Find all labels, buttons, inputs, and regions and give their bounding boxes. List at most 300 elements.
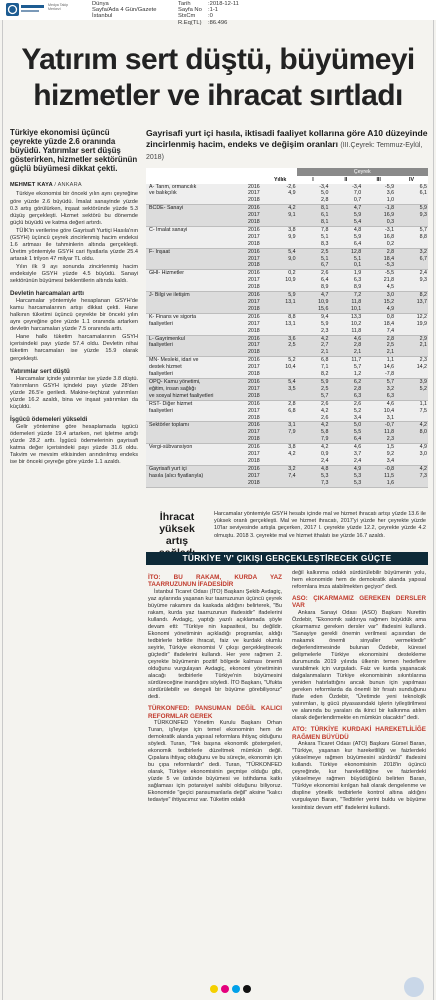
table-cell [395,393,428,400]
subheading: İşgücü ödemeleri yükseldi [10,415,88,423]
table-cell: 4,8 [297,465,330,472]
table-row [146,480,428,487]
table-cell: -7,8 [362,371,395,378]
registration-dot [210,985,218,993]
row-year: 2016 [239,313,264,320]
column-header: IV [395,176,428,184]
table-cell [264,436,297,443]
row-year: 2017 [239,386,264,393]
table-row [146,386,428,393]
table-cell: 6,8 [264,408,297,415]
table-cell: 7,4 [264,473,297,480]
body-paragraph: Harcamalar yöntemiyle hesaplanan GSYH'de kamu harcamalarının artışı dikkat çekti. Hane halkının tüketimi üçüncü çeyrekte bir önceki yılın aynı çeyreğine göre yüzde 1.1 oranında artarken devletin harcamaları yüzde 7.5 oranında arttı. [10,298,138,333]
table-cell: 10,9 [297,299,330,306]
row-year: 2017 [239,429,264,436]
table-cell: 8,3 [297,241,330,248]
publication-name: Dünya [92,1,109,7]
row-label: RST- Diğer hizmet [146,400,239,407]
table-cell [395,262,428,269]
table-cell: 2,5 [362,342,395,349]
row-label [146,451,239,458]
row-year: 2017 [239,190,264,197]
row-label: faaliyetleri [146,408,239,415]
table-cell: 4,7 [329,205,362,212]
row-year: 2016 [239,226,264,233]
table-cell: 5,2 [395,386,428,393]
table-cell [395,219,428,226]
table-cell: 5,3 [329,473,362,480]
publication-info [92,1,156,20]
table-cell: 14,2 [395,364,428,371]
row-year: 2017 [239,256,264,263]
table-cell: 0,2 [264,270,297,277]
row-label: J- Bilgi ve iletişim [146,292,239,299]
table-cell: 3,2 [264,465,297,472]
row-label: ve sosyal hizmet faaliyetleri [146,393,239,400]
row-year: 2016 [239,444,264,451]
row-label: L- Gayrimenkul [146,335,239,342]
meta-label: StxCm [178,13,196,20]
table-row [146,335,428,342]
table-cell [264,371,297,378]
row-label [146,480,239,487]
table-cell: 8,2 [297,371,330,378]
reaction-heading [148,574,282,589]
row-year: 2018 [239,328,264,335]
column-header: Yıllık [264,176,297,184]
article-body [10,191,138,466]
table-cell: 6,8 [297,357,330,364]
row-year: 2016 [239,270,264,277]
byline-location: ANKARA [57,182,82,189]
reaction-heading [148,705,282,720]
table-cell [395,197,428,204]
table-cell: 4,2 [264,451,297,458]
table-cell: 0,8 [362,313,395,320]
table-cell: 3,6 [264,335,297,342]
table-cell: 6,3 [329,393,362,400]
table-cell: 4,2 [297,422,330,429]
table-cell: 2,1 [297,349,330,356]
table-cell: 1,1 [395,400,428,407]
table-cell [395,284,428,291]
table-cell: 4,6 [362,400,395,407]
table-cell: 12,8 [329,248,362,255]
table-cell: -2,6 [264,184,297,191]
table-cell [264,284,297,291]
table-cell: 19,9 [395,321,428,328]
table-cell: 3,0 [395,451,428,458]
watermark-seal-icon [404,977,424,997]
row-year: 2017 [239,234,264,241]
row-year: 2016 [239,248,264,255]
table-cell: 9,0 [264,256,297,263]
column-header: II [329,176,362,184]
row-year: 2018 [239,306,264,313]
row-year: 2017 [239,364,264,371]
row-year: 2018 [239,480,264,487]
table-cell: 8,0 [395,429,428,436]
row-label: OPQ- Kamu yönetimi, [146,378,239,385]
table-row [146,328,428,335]
row-label [146,306,239,313]
table-cell [264,197,297,204]
table-cell: 11,8 [362,429,395,436]
row-label: A- Tarım, ormancılık [146,184,239,191]
table-cell [395,480,428,487]
table-note: (III.Çeyrek: Temmuz-Eylül, 2018) [146,141,423,161]
table-cell: 2,8 [329,386,362,393]
table-cell [395,415,428,422]
table-row [146,349,428,356]
table-cell: 2,6 [329,400,362,407]
reaction-heading-text: ATO: TÜRKİYE KURDAKİ HAREKETLİLİĞE RAĞMEN BÜYÜDÜ [292,726,426,741]
reactions-column-a [148,570,282,805]
export-heading-line: yüksek [159,523,195,535]
table-cell: 2,1 [329,349,362,356]
table-cell: 9,4 [297,313,330,320]
row-label: K- Finans ve sigorta [146,313,239,320]
table-row [146,465,428,472]
row-year: 2017 [239,212,264,219]
logo-caption: Medya Takip Merkezi [48,3,69,12]
reaction-text: değil kalkınma odaklı sürdürülebilir büyümenin yolu, hem ekonomide hem de demokratik alanda yapısal reformlara imza atabilmekten geçiyor" dedi. [292,570,426,591]
table-cell: 5,0 [329,422,362,429]
row-year: 2018 [239,371,264,378]
table-row [146,429,428,436]
table-row [146,205,428,212]
table-cell: 2,4 [395,270,428,277]
table-cell: 1,9 [329,270,362,277]
table-cell: 1,6 [362,480,395,487]
table-cell: 7,8 [297,226,330,233]
table-row [146,321,428,328]
table-cell: 1,1 [362,357,395,364]
meta-label: Tarih [178,1,191,7]
table-cell: 7,3 [297,480,330,487]
table-row [146,197,428,204]
table-cell: 5,3 [297,473,330,480]
table-cell: 2,4 [297,458,330,465]
table-cell [395,371,428,378]
table-cell: 5,1 [297,256,330,263]
table-cell: 10,4 [362,408,395,415]
body-paragraph: Gelir yöntemine göre hesaplamada işgücü ödemeleri yüzde 19.4 artarken, net işletme artığı yüzde 28.2 arttı. İşgücü ödemelerinin gayrisafi katma değer içerisindeki payı yüzde 31.6 oldu. Takvim ve mevsim etkisinden arındırılmış endeks ise bir önceki çeyreğe göre yüzde 1.1 azaldı. [10,423,138,466]
table-cell: 11,5 [362,473,395,480]
row-year: 2017 [239,299,264,306]
row-label [146,234,239,241]
table-cell: 7,0 [329,190,362,197]
table-cell [395,349,428,356]
row-label: faaliyetleri [146,371,239,378]
table-cell: 12,2 [395,313,428,320]
row-label [146,262,239,269]
table-group-header: Çeyrek [297,168,428,176]
table-cell: 16,8 [362,234,395,241]
table-cell: 2,3 [395,357,428,364]
reaction-text: İstanbul Ticaret Odası (İTO) Başkanı Şekib Avdagiç, yaz aylarında yaşanan kur taarruzunun üçüncü çeyrek büyüme rakamını da kaskada aldığını belirterek, "Bu rakam, kurda yaz taarruzunun ifadesidir" ifadelerini kullandı. Avdagiç, yaptığı yazılı açıklamada şöyle devam etti: "Türkiye nin kapasitesi, bu değildir. Ekonomi yönetiminin açıkladığı programlar, aldığı tedbirlerle birlikte ihracat, faiz ve kurdaki olumlu seyirle, Türkiye ekonomisi V çıkışı gerçekleştirecek güçtedir" ifadelerini kullandı. Her yere rağmen 2. çeyrekte büyümenin pozitif bölgede kalması önemli olduğunu vurgulayan Avdagiç, ekonomi yönetiminin alacağı tedbirlerle Türkiye'nin büyümesini sürdüreceğine inandığını söyledi. İTO Başkanı, "Ufukta sürdürülebilir ve dengeli bir büyüme görebiliyoruz" dedi. [148,588,282,701]
table-row [146,219,428,226]
table-cell: 5,4 [264,378,297,385]
table-cell: 4,9 [329,465,362,472]
table-cell [395,458,428,465]
table-cell: 5,9 [395,205,428,212]
table-cell: 2,8 [264,400,297,407]
table-cell: 21,8 [362,277,395,284]
reaction-heading [292,595,426,610]
table-cell: 5,2 [329,408,362,415]
row-year: 2017 [239,342,264,349]
row-label: ve balıkçılık [146,190,239,197]
article-lede: Türkiye ekonomisi üçüncü çeyrekte yüzde 2.6 oranında büyüdü. Yatırımlar sert düşüş gösterirken, hizmetler sektörünün güçlü büyümesi dikkat çekti. [10,128,138,174]
row-label: MN- Mesleki, idari ve [146,357,239,364]
body-paragraph: TÜİK'in verilerine göre Gayrisafi Yurtiçi Hasıla'nın (GSYH) üçüncü çeyrek zincirlenmiş hacim endeksi 1.6 artması ile tahminlerin altında gerçekleşti. Üretim yöntemiyle GSYH cari fiyatlarla yüzde 25.4 artarak 1 trilyon 47 milyar TL oldu. [10,227,138,262]
row-year: 2016 [239,184,264,191]
row-label: destek hizmet [146,364,239,371]
table-cell: 0,9 [297,451,330,458]
table-cell: 3,8 [264,444,297,451]
table-cell: 5,1 [297,234,330,241]
clipping-header [0,0,436,26]
table-cell [395,241,428,248]
table-cell: 2,5 [297,248,330,255]
table-cell: 13,1 [264,321,297,328]
table-cell: 5,4 [329,219,362,226]
table-row [146,292,428,299]
table-cell: -5,5 [362,270,395,277]
registration-dot [243,985,251,993]
table-row [146,451,428,458]
table-row [146,436,428,443]
row-year: 2016 [239,400,264,407]
row-year: 2016 [239,465,264,472]
table-cell: 2,9 [395,335,428,342]
row-year: 2016 [239,422,264,429]
gdp-table-panel [146,128,428,488]
table-row [146,226,428,233]
table-cell: 9,1 [264,212,297,219]
row-label: Vergi-sübvansiyon [146,444,239,451]
table-row [146,415,428,422]
row-label [146,197,239,204]
table-row [146,364,428,371]
table-row [146,408,428,415]
table-cell: 2,8 [362,335,395,342]
table-cell: 2,4 [329,458,362,465]
table-cell: 11,8 [329,299,362,306]
table-cell: 5,8 [297,429,330,436]
table-cell: 6,7 [395,256,428,263]
row-label: BCDE- Sanayi [146,205,239,212]
table-cell: 10,9 [264,277,297,284]
row-label [146,241,239,248]
table-cell: 9,3 [395,212,428,219]
meta-value: :86.496 [208,19,228,26]
table-cell: 7,3 [395,473,428,480]
table-cell: 3,4 [329,415,362,422]
table-cell: 4,2 [264,205,297,212]
table-cell: 4,9 [362,306,395,313]
table-row [146,299,428,306]
subheading: Devletin harcamaları arttı [10,290,84,298]
table-title-text: Gayrisafi yurt içi hasıla, iktisadi faaliyet kollarına göre A10 düzeyinde zincirlenmiş hacim, endeks ve değişim oranları [146,128,428,149]
table-cell: 6,1 [395,190,428,197]
table-cell: 15,2 [362,299,395,306]
table-cell: 2,6 [297,270,330,277]
body-paragraph: Harcamalar içinde yatırımlar ise yüzde 3.8 düştü. Yatırımların GSYH içindeki payı yüzde 28'den yüzde 26.5'e geriledi. Makine-teçhizat yatırımları yüzde 16.2 azaldı, bina ve inşaat yatırımları da küçüldü. [10,375,138,410]
table-title [146,128,428,164]
table-cell: 3,7 [329,451,362,458]
table-cell: 16,9 [362,212,395,219]
table-cell: 3,9 [395,378,428,385]
table-cell: 18,4 [362,321,395,328]
table-cell: 1,2 [329,371,362,378]
article-headline [8,42,428,114]
table-cell: 2,5 [297,386,330,393]
table-cell: 3,5 [264,386,297,393]
row-label: faaliyetleri [146,321,239,328]
section-banner: TÜRKİYE 'V' ÇIKIŞI GERÇEKLEŞTİRECEK GÜÇTE [146,552,428,565]
table-cell: 11,8 [329,328,362,335]
table-row [146,378,428,385]
table-cell: 5,1 [329,256,362,263]
row-year: 2018 [239,284,264,291]
table-row [146,241,428,248]
table-row [146,306,428,313]
table-cell: 5,7 [297,393,330,400]
row-label: GHI- Hizmetler [146,270,239,277]
table-cell: 13,7 [395,299,428,306]
row-year: 2016 [239,292,264,299]
table-cell: 11,7 [329,357,362,364]
table-cell: 8,1 [297,219,330,226]
table-cell: 5,4 [264,248,297,255]
table-cell: 4,2 [297,444,330,451]
table-cell: 3,6 [362,190,395,197]
table-cell: 8,8 [395,234,428,241]
table-cell: 5,9 [264,292,297,299]
row-year: 2017 [239,451,264,458]
table-cell: -1,8 [362,205,395,212]
table-cell: 6,2 [329,378,362,385]
table-cell: 2,7 [297,342,330,349]
row-label [146,458,239,465]
table-row [146,262,428,269]
table-cell: 2,8 [362,248,395,255]
row-label [146,277,239,284]
table-cell: 5,7 [362,378,395,385]
table-cell: 4,5 [362,284,395,291]
meta-value: :1-1 [208,7,218,14]
table-cell: 8,1 [297,205,330,212]
crop-line-right [433,0,434,1000]
table-cell: 0,3 [362,219,395,226]
reaction-heading-text: ASO: ÇIKARMAMIZ GEREKEN DERSLER VAR [292,595,426,610]
reaction-heading-text: İTO: BU RAKAM, KURDA YAZ TAARRUZUNUN İFADESİDİR [148,574,282,589]
row-label: hasıla (alıcı fiyatlarıyla) [146,473,239,480]
table-cell [264,306,297,313]
table-row [146,190,428,197]
table-cell: 2,3 [297,328,330,335]
table-cell: 9,3 [395,277,428,284]
row-year: 2018 [239,262,264,269]
table-cell: 5,9 [329,212,362,219]
column-header: III [362,176,395,184]
table-cell [264,262,297,269]
table-cell: 7,4 [362,328,395,335]
row-year: 2018 [239,458,264,465]
table-cell: 2,5 [264,342,297,349]
gdp-growth-table [146,168,428,488]
row-label: F- İnşaat [146,248,239,255]
row-label [146,256,239,263]
byline: MEHMET KAYA / ANKARA [10,182,82,189]
row-label: Gayrisafi yurt içi [146,465,239,472]
table-cell: 4,6 [329,335,362,342]
row-year: 2018 [239,197,264,204]
table-cell [395,436,428,443]
media-monitoring-logo [6,2,46,17]
table-cell: 0,2 [362,241,395,248]
export-text: Harcamalar yöntemiyle GSYH hesabı içinde mal ve hizmet ihracatı artışı yüzde 13.6 ile yüksek oranlı gerçekleşti. Mal ve hizmet ihracatı, 2017'yi yüzde her çeyrekte yüzde 10'lar seviyesinde artışla geçerken, 2017 I. çeyrekte yüzde 12.2, çeyrekte yüzde 4.2 olmuştu. 2018 3. çeyrekte mal ve hizmet ithalatı ise yüzde 16.7 azaldı. [214,511,426,539]
row-year: 2018 [239,415,264,422]
table-cell: 9,9 [264,234,297,241]
row-year: 2018 [239,393,264,400]
table-row [146,400,428,407]
row-label [146,299,239,306]
table-cell [264,458,297,465]
meta-value: :2018-12-11 [208,1,239,7]
table-cell: 0,7 [329,197,362,204]
table-cell: 7,1 [297,364,330,371]
table-cell [264,349,297,356]
reaction-heading [292,726,426,741]
table-cell: 13,1 [264,299,297,306]
table-cell: 1,5 [362,444,395,451]
table-cell: 18,4 [362,256,395,263]
table-cell: 4,2 [395,465,428,472]
row-year: 2018 [239,241,264,248]
table-cell: 7,9 [264,429,297,436]
table-row [146,212,428,219]
row-year: 2018 [239,219,264,226]
reaction-heading-text: TÜRKONFED: PANSUMAN DEĞİL KALICI REFORMLAR GEREK [148,705,282,720]
table-cell: 6,7 [297,262,330,269]
table-cell: 3,1 [362,415,395,422]
table-cell: 10,1 [329,306,362,313]
meta-label: Sayfa No [178,7,202,14]
registration-dot [221,985,229,993]
table-cell: 4,8 [329,226,362,233]
table-cell [264,415,297,422]
table-row [146,393,428,400]
table-cell: 6,3 [329,277,362,284]
table-cell: -3,1 [362,226,395,233]
headline-line-1: Yatırım sert düştü, büyümeyi [21,43,415,76]
table-cell [264,219,297,226]
table-cell: 8,2 [395,292,428,299]
row-label: eğitim, insan sağlığı [146,386,239,393]
table-cell: 4,2 [297,335,330,342]
row-label: Sektörler toplamı [146,422,239,429]
table-cell: 2,6 [297,415,330,422]
table-cell: 5,7 [329,364,362,371]
row-year: 2016 [239,205,264,212]
table-cell: 2,1 [362,349,395,356]
table-row [146,371,428,378]
row-label: faaliyetleri [146,342,239,349]
headline-line-2: hizmetler ve ihracat sırtladı [33,79,403,112]
